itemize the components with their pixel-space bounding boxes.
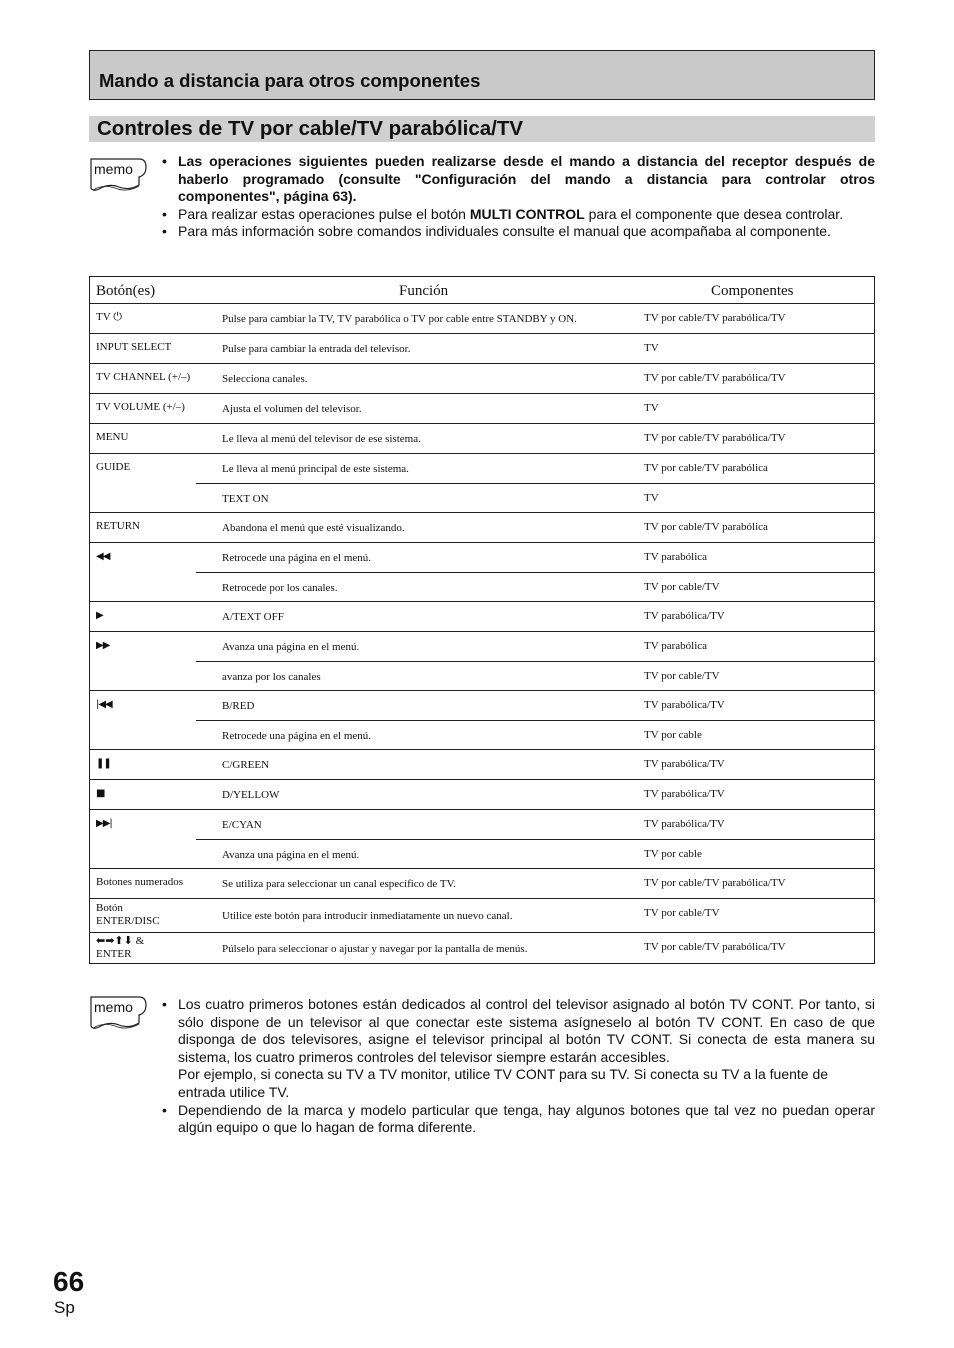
function-text: Selecciona canales.	[222, 373, 308, 385]
components-text: TV por cable/TV	[644, 670, 720, 682]
play-icon: ▶	[96, 610, 103, 621]
svg-text:memo: memo	[94, 999, 133, 1015]
components-text: TV por cable/TV parabólica	[644, 521, 768, 533]
section-header	[89, 50, 875, 100]
function-text: C/GREEN	[222, 759, 270, 771]
sub-header	[89, 116, 875, 142]
table-header	[90, 277, 874, 304]
components-text: TV por cable/TV parabólica/TV	[644, 941, 786, 953]
function-text: Le lleva al menú principal de este sistema.	[222, 463, 409, 475]
table-row	[90, 869, 874, 899]
table-row	[90, 691, 874, 750]
function-text: Púlselo para seleccionar o ajustar y navegar por la pantalla de menús.	[222, 943, 528, 955]
stop-icon: ■	[96, 788, 105, 799]
page-language: Sp	[54, 1298, 75, 1317]
components-text: TV parabólica/TV	[644, 699, 725, 711]
intro-bullet-2: • Para realizar estas operaciones pulse el botón MULTI CONTROL para el componente que desea controlar.	[162, 206, 875, 224]
note-line-2: Por ejemplo, si conecta su TV a TV monitor, utilice TV CONT para su TV. Si conecta su TV a la fuente de entrada utilice TV.	[178, 1066, 829, 1100]
function-text: Se utiliza para seleccionar un canal específico de TV.	[222, 878, 456, 890]
note-bullet-2: • Dependiendo de la marca y modelo particular que tenga, hay algunos botones que tal vez no puedan operar algún equipo o que lo hagan de forma diferente.	[162, 1102, 875, 1137]
pause-icon: ❚❚	[96, 758, 111, 769]
table-row	[90, 933, 874, 963]
memo-icon	[89, 995, 149, 1035]
components-text: TV parabólica/TV	[644, 788, 725, 800]
table-row	[90, 602, 874, 632]
function-text: Le lleva al menú del televisor de ese sistema.	[222, 433, 421, 445]
arrow-keys-icon: ⬅➡⬆⬇ & ENTER	[96, 935, 145, 960]
table-row	[90, 780, 874, 810]
function-text: B/RED	[222, 700, 255, 712]
button-name: TV VOLUME (+/–)	[96, 401, 185, 413]
function-text: E/CYAN	[222, 819, 262, 831]
skip-back-icon: |◀◀	[96, 699, 112, 710]
table-row	[90, 334, 874, 364]
components-text: TV	[644, 492, 659, 504]
table-row	[90, 454, 874, 513]
fast-forward-icon: ▶▶	[96, 640, 110, 651]
button-name: TV CHANNEL (+/–)	[96, 371, 191, 383]
function-text: Pulse para cambiar la TV, TV parabólica o TV por cable entre STANDBY y ON.	[222, 313, 577, 325]
components-text: TV por cable	[644, 729, 702, 741]
header-button: Botón(es)	[96, 283, 156, 299]
components-text: TV por cable/TV parabólica/TV	[644, 877, 786, 889]
note-bullet-1: • Los cuatro primeros botones están dedicados al control del televisor asignado al botón TV CONT. Por tanto, si sólo dispone de un televisor al que conectar este sistema asígneselo al botón TV CONT. En caso de que disponga de dos televisores, asigne el televisor principal al botón TV CONT. Si conecta de esta manera su sistema, los cuatro primeros controles del televisor siempre estarán accesibles.	[162, 996, 875, 1066]
components-text: TV por cable/TV parabólica/TV	[644, 312, 786, 324]
button-name: Botones numerados	[96, 876, 184, 888]
table-row	[90, 513, 874, 543]
function-text: Utilice este botón para introducir inmediatamente un nuevo canal.	[222, 910, 513, 922]
skip-forward-icon: ▶▶|	[96, 818, 112, 829]
rewind-icon: ◀◀	[96, 551, 110, 562]
bottom-notes	[162, 996, 875, 1137]
function-text: Pulse para cambiar la entrada del televisor.	[222, 343, 411, 355]
components-text: TV por cable/TV parabólica	[644, 462, 768, 474]
function-text: TEXT ON	[222, 493, 269, 505]
function-text: A/TEXT OFF	[222, 611, 284, 623]
section-title: Mando a distancia para otros componentes	[99, 70, 481, 91]
components-text: TV por cable/TV parabólica/TV	[644, 372, 786, 384]
function-text: Avanza una página en el menú.	[222, 849, 360, 861]
button-name: Botón ENTER/DISC	[96, 902, 160, 927]
table-row	[90, 424, 874, 454]
table-row	[90, 632, 874, 691]
components-text: TV parabólica/TV	[644, 818, 725, 830]
table-row	[90, 364, 874, 394]
components-text: TV	[644, 402, 659, 414]
intro-notes	[162, 153, 875, 241]
components-text: TV por cable/TV	[644, 581, 720, 593]
button-name: GUIDE	[96, 461, 131, 473]
svg-text:memo: memo	[94, 161, 133, 177]
components-text: TV	[644, 342, 659, 354]
function-text: Abandona el menú que esté visualizando.	[222, 522, 405, 534]
table-row	[90, 543, 874, 602]
table-row	[90, 810, 874, 869]
components-text: TV por cable/TV parabólica/TV	[644, 432, 786, 444]
function-text: Retrocede una página en el menú.	[222, 730, 372, 742]
memo-icon	[89, 157, 149, 197]
components-text: TV parabólica/TV	[644, 758, 725, 770]
table-row	[90, 750, 874, 780]
intro-bullet-3: • Para más información sobre comandos individuales consulte el manual que acompañaba al componente.	[162, 223, 875, 241]
button-name: TV ⏻	[96, 311, 122, 323]
intro-bullet-1: • Las operaciones siguientes pueden realizarse desde el mando a distancia del receptor después de haberlo programado (consulte "Configuración del mando a distancia para controlar otros componentes", página 63).	[162, 153, 875, 206]
table-row	[90, 899, 874, 933]
table-row	[90, 394, 874, 424]
components-text: TV parabólica	[644, 551, 708, 563]
function-text: Retrocede por los canales.	[222, 582, 338, 594]
components-text: TV por cable/TV	[644, 907, 720, 919]
button-name: RETURN	[96, 520, 140, 532]
page-title: Controles de TV por cable/TV parabólica/TV	[97, 117, 524, 140]
components-text: TV parabólica/TV	[644, 610, 725, 622]
header-function: Función	[399, 283, 449, 299]
components-text: TV por cable	[644, 848, 702, 860]
table-row	[90, 304, 874, 334]
components-text: TV parabólica	[644, 640, 708, 652]
function-text: D/YELLOW	[222, 789, 280, 801]
function-text: Avanza una página en el menú.	[222, 641, 360, 653]
header-components: Componentes	[711, 283, 794, 299]
page-number: 66	[53, 1266, 85, 1297]
function-text: avanza por los canales	[222, 671, 321, 683]
function-text: Retrocede una página en el menú.	[222, 552, 372, 564]
command-table	[89, 276, 875, 964]
button-name: MENU	[96, 431, 129, 443]
button-name: INPUT SELECT	[96, 341, 172, 353]
function-text: Ajusta el volumen del televisor.	[222, 403, 362, 415]
